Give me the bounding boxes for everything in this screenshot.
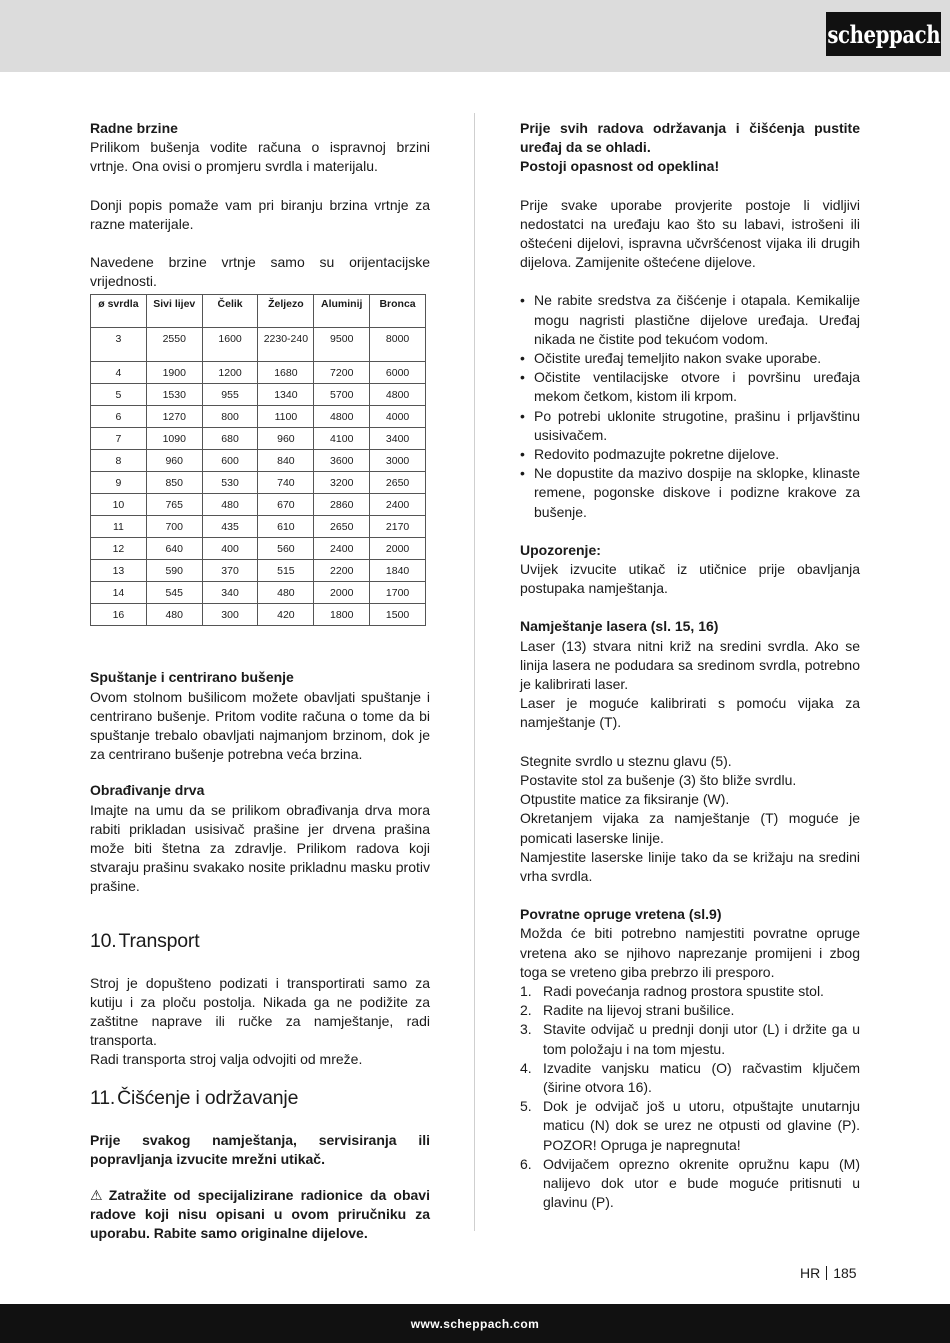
table-cell: 530 — [202, 472, 258, 494]
table-cell: 1090 — [146, 428, 202, 450]
table-cell: 4000 — [370, 406, 426, 428]
section-10-number: 10. — [90, 929, 117, 952]
table-cell: 640 — [146, 538, 202, 560]
table-cell: 1100 — [258, 406, 314, 428]
step-text: Dok je odvijač još u utoru, otpuštajte unutarnju maticu (N) dok se urez ne otpusti od glavine (P). POZOR! Opruga je napregnuta! — [543, 1098, 860, 1153]
table-cell: 1200 — [202, 362, 258, 384]
table-cell: 400 — [202, 538, 258, 560]
step-number: 1. — [520, 982, 532, 999]
right-column — [520, 119, 860, 1212]
table-cell: 2650 — [370, 472, 426, 494]
table-cell: 9 — [91, 472, 147, 494]
list-item: • Ne rabite sredstva za čišćenje i otapala. Kemikalije mogu nagristi plastične dijelove uređaja. Uređaj nikada ne čistite pod tekućom vodom. — [520, 291, 860, 349]
spustanje-heading: Spuštanje i centrirano bušenje — [90, 669, 294, 686]
table-cell: 14 — [91, 582, 147, 604]
transport-text-1: Stroj je dopušteno podizati i transportirati samo za kutiju i za ploču postolja. Nikada ga ne podižite za zaštitne naprave ili ručke za namještanje, radi transporta. — [90, 974, 430, 1049]
spring-steps-list — [520, 982, 860, 1212]
step-text: Izvadite vanjsku maticu (O) račvastim ključem (širine otvora 16). — [543, 1059, 860, 1095]
header-band — [0, 0, 950, 72]
table-cell: 13 — [91, 560, 147, 582]
step-text: Radite na lijevoj strani bušilice. — [543, 1002, 735, 1019]
table-cell: 2000 — [370, 538, 426, 560]
table-cell: 8 — [91, 450, 147, 472]
step-number: 2. — [520, 1002, 532, 1019]
step-number: 6. — [520, 1155, 532, 1172]
table-cell: 340 — [202, 582, 258, 604]
table-cell: 545 — [146, 582, 202, 604]
table-cell: 9500 — [314, 328, 370, 362]
list-item — [520, 982, 860, 1001]
opruge-heading: Povratne opruge vretena (sl.9) — [520, 906, 722, 923]
page-language: HR — [800, 1265, 821, 1281]
table-cell: 670 — [258, 494, 314, 516]
page-number-value: 185 — [833, 1265, 857, 1281]
table-cell: 4100 — [314, 428, 370, 450]
table-cell: 850 — [146, 472, 202, 494]
col-header: Aluminij — [314, 295, 370, 328]
laser-text-2: Laser je moguće kalibrirati s pomoću vijaka za namještanje (T). — [520, 695, 860, 731]
website-link[interactable]: www.scheppach.com — [410, 1316, 540, 1331]
section-11-number: 11. — [90, 1086, 116, 1109]
speed-table — [90, 294, 426, 626]
table-cell: 955 — [202, 384, 258, 406]
ciscenje-warning-2 — [90, 1186, 430, 1244]
table-cell: 12 — [91, 538, 147, 560]
table-cell: 2400 — [314, 538, 370, 560]
spustanje-text: Ovom stolnom bušilicom možete obavljati spuštanje i centrirano bušenje. Pritom vodite računa o tome da bi spuštanje trebalo obavljati najmanjom brzinom, dok je za centrirano bušenje potrebna veća brzina. — [90, 688, 430, 763]
inspection-text: Prije svake uporabe provjerite postoje li vidljivi nedostatci na uređaju kao što su labavi, istrošeni ili oštećeni dijelovi, ispravna učvršćenost vijaka ili drugih dijelova. Zamijenite oštećene dijelove. — [520, 196, 860, 271]
section-11-heading — [90, 1086, 430, 1110]
step-number: 5. — [520, 1098, 532, 1115]
step-text: Odvijačem oprezno okrenite opružnu kapu (M) nalijevo dok utor e bude moguće pritisnuti u glavinu (P). — [543, 1155, 860, 1211]
list-item: • Redovito podmazujte pokretne dijelove. — [520, 445, 860, 464]
speed-table-body — [91, 328, 426, 626]
list-item: • Očistite uređaj temeljito nakon svake uporabe. — [520, 349, 860, 368]
col-header: Čelik — [202, 295, 258, 328]
table-cell: 515 — [258, 560, 314, 582]
list-item — [520, 1155, 860, 1213]
table-cell: 960 — [258, 428, 314, 450]
step-number: 4. — [520, 1059, 532, 1076]
table-cell: 765 — [146, 494, 202, 516]
table-cell: 1270 — [146, 406, 202, 428]
table-cell: 840 — [258, 450, 314, 472]
radne-brzine-heading: Radne brzine — [90, 120, 178, 136]
step-text: Stavite odvijač u prednji donji utor (L) i držite ga u tom položaju i na tom mjestu. — [543, 1021, 860, 1057]
table-row — [91, 560, 426, 582]
list-item — [520, 1059, 860, 1097]
section-10-title: Transport — [118, 929, 200, 952]
table-cell: 1500 — [370, 604, 426, 626]
list-item: • Po potrebi uklonite strugotine, prašinu i prljavštinu usisivačem. — [520, 407, 860, 445]
table-cell: 1900 — [146, 362, 202, 384]
table-cell: 1700 — [370, 582, 426, 604]
table-cell: 6 — [91, 406, 147, 428]
col-header: Bronca — [370, 295, 426, 328]
table-cell: 2550 — [146, 328, 202, 362]
table-cell: 2400 — [370, 494, 426, 516]
brand-logo — [826, 12, 941, 56]
column-divider — [474, 113, 475, 1231]
upozorenje-text: Uvijek izvucite utikač iz utičnice prije obavljanja postupaka namještanja. — [520, 561, 860, 597]
cleaning-bullet-list — [520, 291, 860, 521]
table-cell: 2000 — [314, 582, 370, 604]
table-cell: 1680 — [258, 362, 314, 384]
table-cell: 610 — [258, 516, 314, 538]
brand-logo-text: scheppach — [827, 19, 940, 49]
table-cell: 2230-240 — [258, 328, 314, 362]
ciscenje-warning-2-text: Zatražite od specijalizirane radionice da obavi radove koji nisu opisani u ovom priručniku za uporabu. Rabite samo originalne dijelove. — [90, 1187, 430, 1242]
table-cell: 1600 — [202, 328, 258, 362]
table-cell: 800 — [202, 406, 258, 428]
table-cell: 2200 — [314, 560, 370, 582]
speed-table-header — [91, 295, 426, 328]
table-cell: 480 — [258, 582, 314, 604]
list-item: • Ne dopustite da mazivo dospije na sklopke, klinaste remene, pogonske diskove i podizne krakove za bušenje. — [520, 464, 860, 522]
table-cell: 7200 — [314, 362, 370, 384]
laser-heading: Namještanje lasera (sl. 15, 16) — [520, 618, 719, 635]
list-item — [520, 1001, 860, 1020]
table-cell: 8000 — [370, 328, 426, 362]
table-cell: 3000 — [370, 450, 426, 472]
table-cell: 1840 — [370, 560, 426, 582]
table-cell: 10 — [91, 494, 147, 516]
table-cell: 420 — [258, 604, 314, 626]
col-header: Željezo — [258, 295, 314, 328]
table-row — [91, 328, 426, 362]
table-cell: 600 — [202, 450, 258, 472]
table-cell: 3600 — [314, 450, 370, 472]
table-cell: 16 — [91, 604, 147, 626]
table-cell: 480 — [146, 604, 202, 626]
table-row — [91, 406, 426, 428]
table-cell: 2860 — [314, 494, 370, 516]
table-cell: 5700 — [314, 384, 370, 406]
drvo-heading: Obrađivanje drva — [90, 782, 205, 799]
table-row — [91, 428, 426, 450]
laser-step: Postavite stol za bušenje (3) što bliže svrdlu. — [520, 771, 797, 788]
ciscenje-warning-1: Prije svakog namještanja, servisiranja ili popravljanja izvucite mrežni utikač. — [90, 1131, 430, 1167]
table-row — [91, 472, 426, 494]
table-cell: 3 — [91, 328, 147, 362]
table-row — [91, 362, 426, 384]
table-cell: 4800 — [314, 406, 370, 428]
step-number: 3. — [520, 1021, 532, 1038]
cooldown-caution: Prije svih radova održavanja i čišćenja pustite uređaj da se ohladi. — [520, 120, 860, 156]
laser-step: Namjestite laserske linije tako da se križaju na sredini vrha svrdla. — [520, 848, 860, 884]
table-cell: 6000 — [370, 362, 426, 384]
table-cell: 1340 — [258, 384, 314, 406]
table-row — [91, 384, 426, 406]
radne-brzine-text-2: Donji popis pomaže vam pri biranju brzina vrtnje za razne materijale. — [90, 196, 430, 232]
table-cell: 480 — [202, 494, 258, 516]
table-cell: 370 — [202, 560, 258, 582]
table-cell: 3200 — [314, 472, 370, 494]
table-row — [91, 582, 426, 604]
table-cell: 680 — [202, 428, 258, 450]
section-10-heading — [90, 929, 430, 953]
table-row — [91, 604, 426, 626]
table-row — [91, 494, 426, 516]
table-cell: 740 — [258, 472, 314, 494]
transport-text-2: Radi transporta stroj valja odvojiti od mreže. — [90, 1051, 363, 1068]
table-cell: 7 — [91, 428, 147, 450]
col-header: ø svrdla — [91, 295, 147, 328]
table-cell: 2170 — [370, 516, 426, 538]
table-cell: 4 — [91, 362, 147, 384]
left-column — [90, 119, 430, 1244]
footer-band — [0, 1304, 950, 1343]
table-cell: 11 — [91, 516, 147, 538]
burn-hazard-caution: Postoji opasnost od opeklina! — [520, 158, 720, 175]
page-number — [800, 1265, 857, 1281]
col-header: Sivi lijev — [146, 295, 202, 328]
table-cell: 435 — [202, 516, 258, 538]
upozorenje-heading: Upozorenje: — [520, 541, 601, 558]
list-item — [520, 1020, 860, 1058]
table-cell: 960 — [146, 450, 202, 472]
list-item — [520, 1097, 860, 1155]
table-cell: 2650 — [314, 516, 370, 538]
table-cell: 560 — [258, 538, 314, 560]
laser-text-1: Laser (13) stvara nitni križ na sredini svrdla. Ako se linija lasera ne podudara sa sredinom svrdla, potrebno je kalibrirati laser. — [520, 637, 860, 693]
table-cell: 300 — [202, 604, 258, 626]
list-item: • Očistite ventilacijske otvore i površinu uređaja mekom četkom, kistom ili krpom. — [520, 368, 860, 406]
opruge-text: Možda će biti potrebno namjestiti povratne opruge vretena ako se njihovo naprezanje promijeni i zbog toga se vreteno giba prebrzo ili presporo. — [520, 925, 860, 980]
radne-brzine-text-3: Navedene brzine vrtnje samo su orijentacijske vrijednosti. — [90, 254, 430, 290]
section-11-title: Čišćenje i održavanje — [117, 1086, 299, 1109]
laser-step: Okretanjem vijaka za namještanje (T) moguće je pomicati laserske linije. — [520, 810, 860, 846]
table-cell: 3400 — [370, 428, 426, 450]
drvo-text: Imajte na umu da se prilikom obrađivanja drva mora rabiti prikladan usisivač prašine jer drvena prašina može biti štetna za zdravlje. Prilikom radova koji stvaraju prašinu svakako nosite prikladnu masku protiv prašine. — [90, 801, 430, 895]
table-row — [91, 516, 426, 538]
step-text: Radi povećanja radnog prostora spustite stol. — [543, 982, 824, 999]
laser-step: Stegnite svrdlo u steznu glavu (5). — [520, 752, 732, 769]
table-cell: 700 — [146, 516, 202, 538]
laser-step: Otpustite matice za fiksiranje (W). — [520, 791, 730, 808]
table-cell: 1530 — [146, 384, 202, 406]
warning-triangle-icon: ⚠ — [90, 1187, 106, 1204]
table-row — [91, 538, 426, 560]
table-cell: 5 — [91, 384, 147, 406]
table-cell: 4800 — [370, 384, 426, 406]
table-row — [91, 450, 426, 472]
table-cell: 590 — [146, 560, 202, 582]
radne-brzine-text-1: Prilikom bušenja vodite računa o ispravnoj brzini vrtnje. Ona ovisi o promjeru svrdla i materijalu. — [90, 139, 430, 175]
table-cell: 1800 — [314, 604, 370, 626]
